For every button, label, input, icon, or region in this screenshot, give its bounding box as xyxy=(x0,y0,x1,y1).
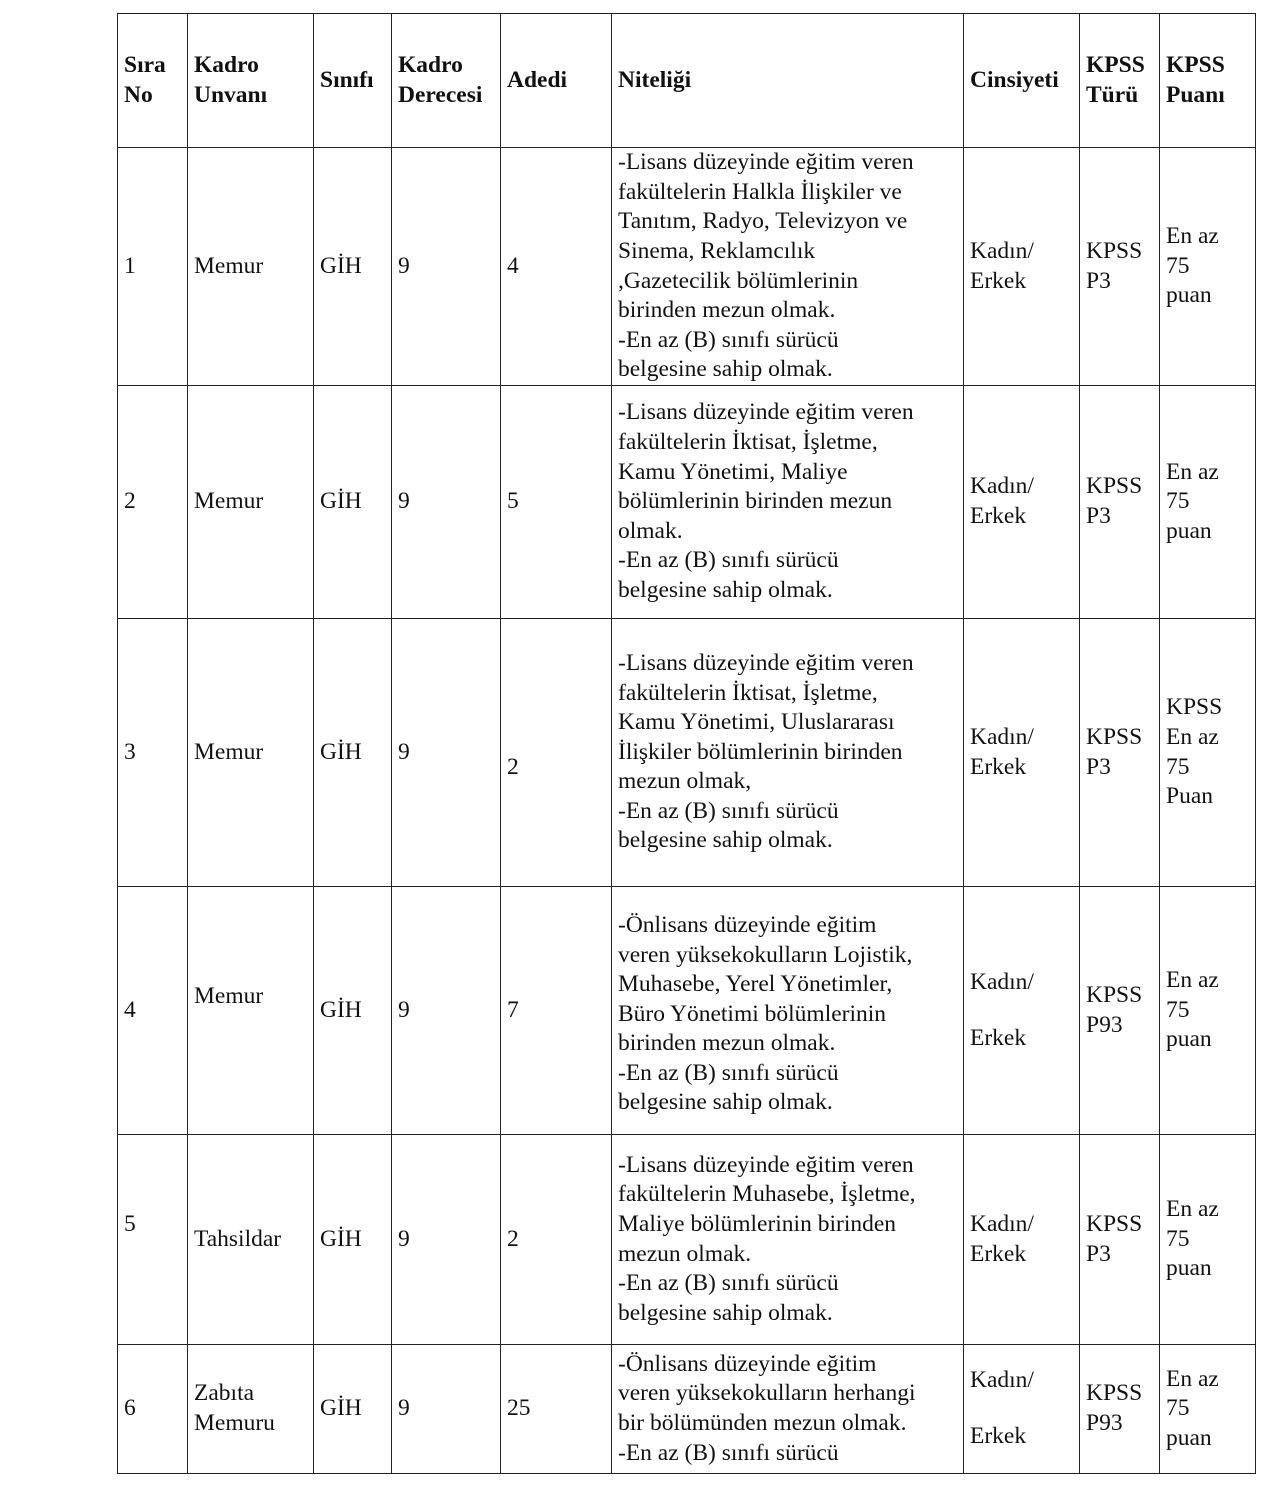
row-number: 2 xyxy=(118,386,188,619)
kpss-puani: En az 75 puan xyxy=(1160,386,1256,619)
header-kadro-unvani: Kadro Unvanı xyxy=(188,14,314,148)
kpss-puani: En az 75 puan xyxy=(1160,148,1256,386)
cinsiyeti: Kadın/ Erkek xyxy=(964,386,1080,619)
adedi: 2 xyxy=(501,1135,612,1345)
sinifi: GİH xyxy=(314,148,392,386)
kpss-turu: KPSS P3 xyxy=(1080,1135,1160,1345)
table-row xyxy=(118,887,1256,1135)
niteligi: -Lisans düzeyinde eğitim veren fakültelerin Muhasebe, İşletme, Maliye bölümlerinin birinden mezun olmak. -En az (B) sınıfı sürücü belgesine sahip olmak. xyxy=(612,1135,964,1345)
row-number: 5 xyxy=(118,1135,188,1345)
header-niteligi: Niteliği xyxy=(612,14,964,148)
kadro-derecesi: 9 xyxy=(392,148,501,386)
kpss-puani: En az 75 puan xyxy=(1160,1345,1256,1474)
niteligi: -Lisans düzeyinde eğitim veren fakültelerin İktisat, İşletme, Kamu Yönetimi, Uluslararası İlişkiler bölümlerinin birinden mezun olmak, -En az (B) sınıfı sürücü belgesine sahip olmak. xyxy=(612,619,964,887)
kpss-puani: KPSS En az 75 Puan xyxy=(1160,619,1256,887)
kpss-turu: KPSS P3 xyxy=(1080,148,1160,386)
kpss-turu: KPSS P3 xyxy=(1080,386,1160,619)
sinifi: GİH xyxy=(314,619,392,887)
sinifi: GİH xyxy=(314,887,392,1135)
kadro-derecesi: 9 xyxy=(392,1135,501,1345)
header-sinifi: Sınıfı xyxy=(314,14,392,148)
row-number: 1 xyxy=(118,148,188,386)
kadro-unvani: Memur xyxy=(188,148,314,386)
header-adedi: Adedi xyxy=(501,14,612,148)
kpss-turu: KPSS P93 xyxy=(1080,1345,1160,1474)
sinifi: GİH xyxy=(314,1135,392,1345)
table-row xyxy=(118,619,1256,887)
table-row xyxy=(118,1345,1256,1474)
kadro-unvani: Zabıta Memuru xyxy=(188,1345,314,1474)
cinsiyeti: Kadın/ Erkek xyxy=(964,887,1080,1135)
cinsiyeti: Kadın/ Erkek xyxy=(964,148,1080,386)
table-row xyxy=(118,1135,1256,1345)
kadro-table xyxy=(117,13,1256,1474)
niteligi: -Lisans düzeyinde eğitim veren fakültelerin İktisat, İşletme, Kamu Yönetimi, Maliye bölümlerinin birinden mezun olmak. -En az (B) sınıfı sürücü belgesine sahip olmak. xyxy=(612,386,964,619)
row-number: 6 xyxy=(118,1345,188,1474)
sinifi: GİH xyxy=(314,386,392,619)
kadro-derecesi: 9 xyxy=(392,619,501,887)
niteligi: -Önlisans düzeyinde eğitim veren yüksekokulların herhangi bir bölümünden mezun olmak. -En az (B) sınıfı sürücü xyxy=(612,1345,964,1474)
kadro-derecesi: 9 xyxy=(392,1345,501,1474)
cinsiyeti: Kadın/ Erkek xyxy=(964,1345,1080,1474)
kpss-puani: En az 75 puan xyxy=(1160,1135,1256,1345)
adedi: 4 xyxy=(501,148,612,386)
cinsiyeti: Kadın/ Erkek xyxy=(964,1135,1080,1345)
header-sira-no: Sıra No xyxy=(118,14,188,148)
kadro-unvani: Memur xyxy=(188,619,314,887)
adedi: 25 xyxy=(501,1345,612,1474)
niteligi: -Lisans düzeyinde eğitim veren fakültelerin Halkla İlişkiler ve Tanıtım, Radyo, Televizyon ve Sinema, Reklamcılık ,Gazetecilik bölümlerinin birinden mezun olmak. -En az (B) sınıfı sürücü belgesine sahip olmak. xyxy=(612,148,964,386)
header-cinsiyeti: Cinsiyeti xyxy=(964,14,1080,148)
kadro-unvani: Memur xyxy=(188,887,314,1135)
header-kpss-turu: KPSS Türü xyxy=(1080,14,1160,148)
kadro-derecesi: 9 xyxy=(392,887,501,1135)
adedi: 2 xyxy=(501,619,612,887)
adedi: 5 xyxy=(501,386,612,619)
kadro-derecesi: 9 xyxy=(392,386,501,619)
row-number: 4 xyxy=(118,887,188,1135)
header-kadro-derecesi: Kadro Derecesi xyxy=(392,14,501,148)
adedi: 7 xyxy=(501,887,612,1135)
niteligi: -Önlisans düzeyinde eğitim veren yüksekokulların Lojistik, Muhasebe, Yerel Yönetimler, Büro Yönetimi bölümlerinin birinden mezun olmak. -En az (B) sınıfı sürücü belgesine sahip olmak. xyxy=(612,887,964,1135)
kpss-puani: En az 75 puan xyxy=(1160,887,1256,1135)
kpss-turu: KPSS P93 xyxy=(1080,887,1160,1135)
sinifi: GİH xyxy=(314,1345,392,1474)
header-kpss-puani: KPSS Puanı xyxy=(1160,14,1256,148)
cinsiyeti: Kadın/ Erkek xyxy=(964,619,1080,887)
kadro-unvani: Memur xyxy=(188,386,314,619)
row-number: 3 xyxy=(118,619,188,887)
kpss-turu: KPSS P3 xyxy=(1080,619,1160,887)
table-row xyxy=(118,148,1256,386)
kadro-unvani: Tahsildar xyxy=(188,1135,314,1345)
table-row xyxy=(118,386,1256,619)
header-row xyxy=(118,14,1256,148)
